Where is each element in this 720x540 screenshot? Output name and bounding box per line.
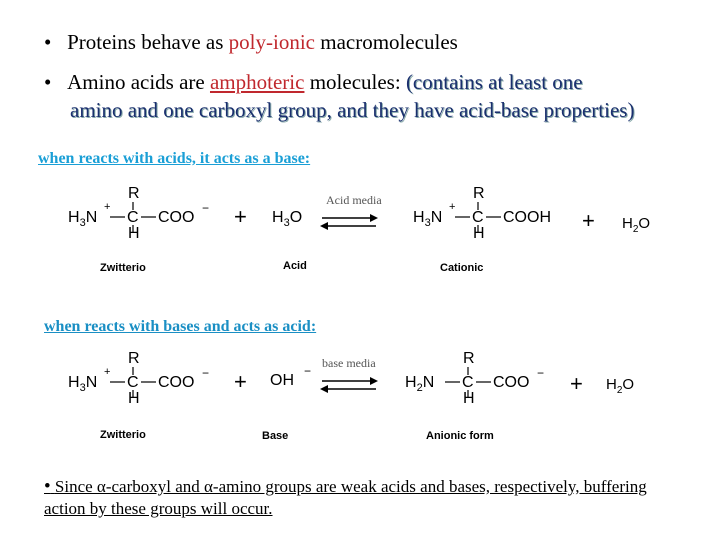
equilibrium-arrows (320, 214, 378, 230)
svg-text:+: + (582, 208, 595, 233)
buffering-note (44, 476, 684, 520)
svg-text:COOH: COOH (503, 209, 551, 226)
svg-text:OH: OH (270, 372, 294, 389)
svg-text:+: + (104, 366, 111, 378)
bullet-2-pre: Amino acids are (67, 70, 210, 94)
bullet-2-post: molecules: (304, 70, 406, 94)
base-reactant1-label: Zwitterio (100, 429, 146, 441)
cationic-structure (413, 185, 551, 242)
svg-text:H2O: $H_2O$ (606, 376, 635, 396)
svg-text:H: H (128, 225, 140, 242)
svg-text:H3N: $H_3N$ (68, 209, 98, 229)
svg-text:C: C (462, 374, 474, 391)
svg-text:H2N: $H_2N$ (405, 374, 435, 394)
svg-text:+: + (234, 369, 247, 394)
svg-text:R: R (128, 185, 140, 202)
svg-text:R: R (473, 185, 485, 202)
bullet-marker: • (44, 30, 52, 54)
equilibrium-arrows (320, 377, 378, 393)
base-product1-label: Anionic form (426, 430, 494, 442)
svg-text:H3N: $H_3N$ (68, 374, 98, 394)
bullet-marker: • (44, 476, 51, 497)
svg-text:−: − (202, 201, 210, 215)
svg-text:−: − (304, 364, 312, 378)
svg-text:COO: COO (158, 209, 195, 226)
base-reaction-equation (60, 345, 680, 445)
svg-text:+: + (104, 201, 111, 213)
svg-text:H: H (128, 390, 140, 407)
acid-reaction-equation (60, 180, 680, 280)
svg-text:C: C (472, 209, 484, 226)
zwitterion-structure (68, 350, 209, 407)
svg-text:H: H (463, 390, 475, 407)
svg-text:COO: COO (493, 374, 530, 391)
svg-text:+: + (449, 201, 456, 213)
svg-text:R: R (463, 350, 475, 367)
svg-text:H: H (473, 225, 485, 242)
svg-text:R: R (128, 350, 140, 367)
base-media-label: base media (322, 356, 376, 370)
svg-text:C: C (127, 209, 139, 226)
acid-reactant2-label: Acid (283, 260, 307, 272)
svg-text:−: − (537, 366, 545, 380)
acid-product1-label: Cationic (440, 262, 484, 274)
base-section-heading: when reacts with bases and acts as acid: (44, 318, 317, 335)
bullet-1-pre: Proteins behave as (67, 30, 229, 54)
svg-text:+: + (234, 204, 247, 229)
svg-text:COO: COO (158, 374, 195, 391)
svg-text:C: C (127, 374, 139, 391)
buffering-note-text: Since α-carboxyl and α-amino groups are weak acids and bases, respectively, buffering action by these groups will occur. (44, 477, 647, 518)
svg-text:H3O: $H_3O$ (272, 209, 303, 229)
bullet-1 (44, 30, 458, 54)
svg-text:−: − (202, 366, 210, 380)
bullet-2-paren-2: amino and one carboxyl group, and they have acid-base properties) (70, 98, 635, 122)
svg-text:+: + (570, 371, 583, 396)
acid-section-heading: when reacts with acids, it acts as a base: (38, 150, 311, 167)
svg-text:H3N: $H_3N$ (413, 209, 443, 229)
bullet-2-paren-1: (contains at least one (405, 70, 583, 94)
bullet-marker: • (44, 70, 52, 94)
bullet-2 (44, 70, 583, 94)
anionic-structure (405, 350, 544, 407)
zwitterion-structure (68, 185, 209, 242)
bullet-2-highlight: amphoteric (209, 70, 305, 94)
svg-text:H2O: $H_2O$ (622, 215, 651, 235)
base-reactant2-label: Base (262, 430, 289, 442)
bullet-1-highlight: poly-ionic (228, 30, 315, 54)
bullet-1-post: macromolecules (314, 30, 458, 54)
acid-reactant1-label: Zwitterio (100, 262, 146, 274)
acid-media-label: Acid media (326, 193, 382, 207)
